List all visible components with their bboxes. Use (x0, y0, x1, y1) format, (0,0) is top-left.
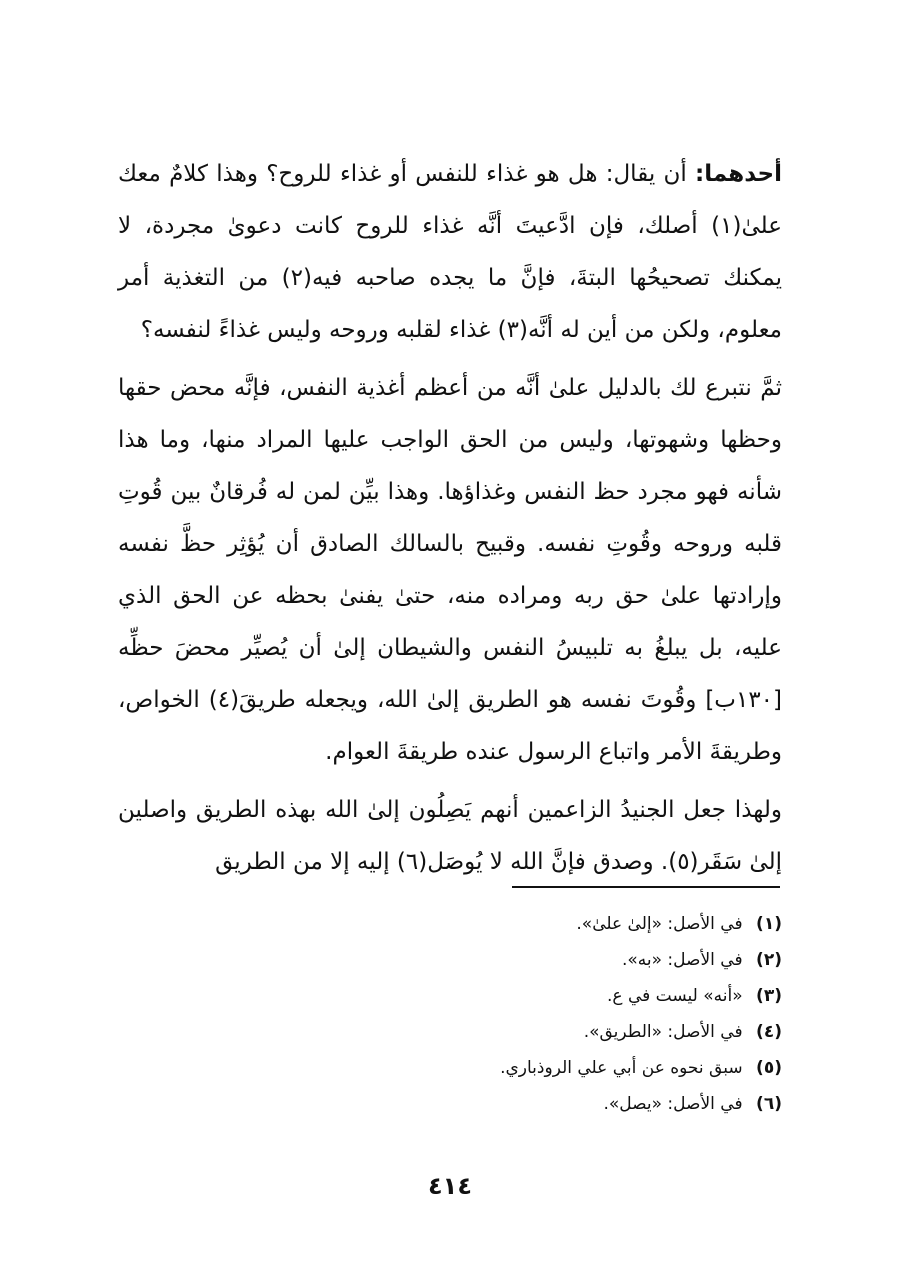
footnote-text: في الأصل: «إلىٰ علىٰ». (576, 914, 743, 934)
footnote-number: (٦) (756, 1094, 782, 1114)
paragraph-1-lead: أحدهما: (695, 161, 782, 187)
footnote-text: سبق نحوه عن أبي علي الروذباري. (500, 1058, 743, 1078)
paragraph-2 (118, 362, 782, 778)
main-text (118, 148, 782, 894)
footnote-text: «أنه» ليست في ع. (607, 986, 743, 1006)
footnote-item (300, 942, 782, 978)
footnote-text: في الأصل: «الطريق». (583, 1022, 743, 1042)
page-number: ٤١٤ (428, 1172, 472, 1200)
footnote-number: (٣) (756, 986, 782, 1006)
footnote-item (300, 978, 782, 1014)
footnote-text: في الأصل: «به». (621, 950, 743, 970)
footnotes-list (300, 906, 782, 1122)
footnote-number: (١) (756, 914, 782, 934)
footnote-separator (512, 886, 780, 888)
footnote-item (300, 1086, 782, 1122)
paragraph-1-text: أن يقال: هل هو غذاء للنفس أو غذاء للروح؟ وهذا كلامٌ معك علىٰ(١) أصلك، فإن ادَّعيتَ أنَّه غذاء للروح كانت دعوىٰ مجردة، لا يمكنك تصحيحُها البتةَ، فإنَّ ما يجده صاحبه فيه(٢) من التغذية أمر معلوم، ولكن من أين له أنَّه(٣) غذاء لقلبه وروحه وليس غذاءً لنفسه؟ (118, 161, 782, 343)
footnote-number: (٥) (756, 1058, 782, 1078)
footnote-number: (٤) (756, 1022, 782, 1042)
footnote-number: (٢) (756, 950, 782, 970)
footnote-item (300, 906, 782, 942)
paragraph-3 (118, 784, 782, 888)
footnote-text: في الأصل: «يصل». (603, 1094, 743, 1114)
footnote-item (300, 1050, 782, 1086)
paragraph-3-text: ولهذا جعل الجنيدُ الزاعمين أنهم يَصِلُون إلىٰ الله بهذه الطريق واصلين إلىٰ سَقَر(٥). وصدق فإنَّ الله لا يُوصَل(٦) إليه إلا من الطريق (118, 797, 782, 875)
paragraph-1 (118, 148, 782, 356)
footnote-item (300, 1014, 782, 1050)
paragraph-2-text: ثمَّ نتبرع لك بالدليل علىٰ أنَّه من أعظم أغذية النفس، فإنَّه محض حقها وحظها وشهوتها، وليس من الحق الواجب عليها المراد منها، وما هذا شأنه فهو مجرد حظ النفس وغذاؤها. وهذا بيِّن لمن له فُرقانٌ بين قُوتِ قلبه وروحه وقُوتِ نفسه. وقبيح بالسالك الصادق أن يُؤثِر حظَّ نفسه وإرادتها علىٰ حق ربه ومراده منه، حتىٰ يفنىٰ بحظه عن الحق الذي عليه، بل يبلغُ به تلبيسُ النفس والشيطان إلىٰ أن يُصيِّر محضَ حظِّه [١٣٠ب] وقُوتَ نفسه هو الطريق إلىٰ الله، ويجعله طريقَ(٤) الخواص، وطريقةَ الأمر واتباع الرسول عنده طريقةَ العوام. (118, 375, 783, 765)
